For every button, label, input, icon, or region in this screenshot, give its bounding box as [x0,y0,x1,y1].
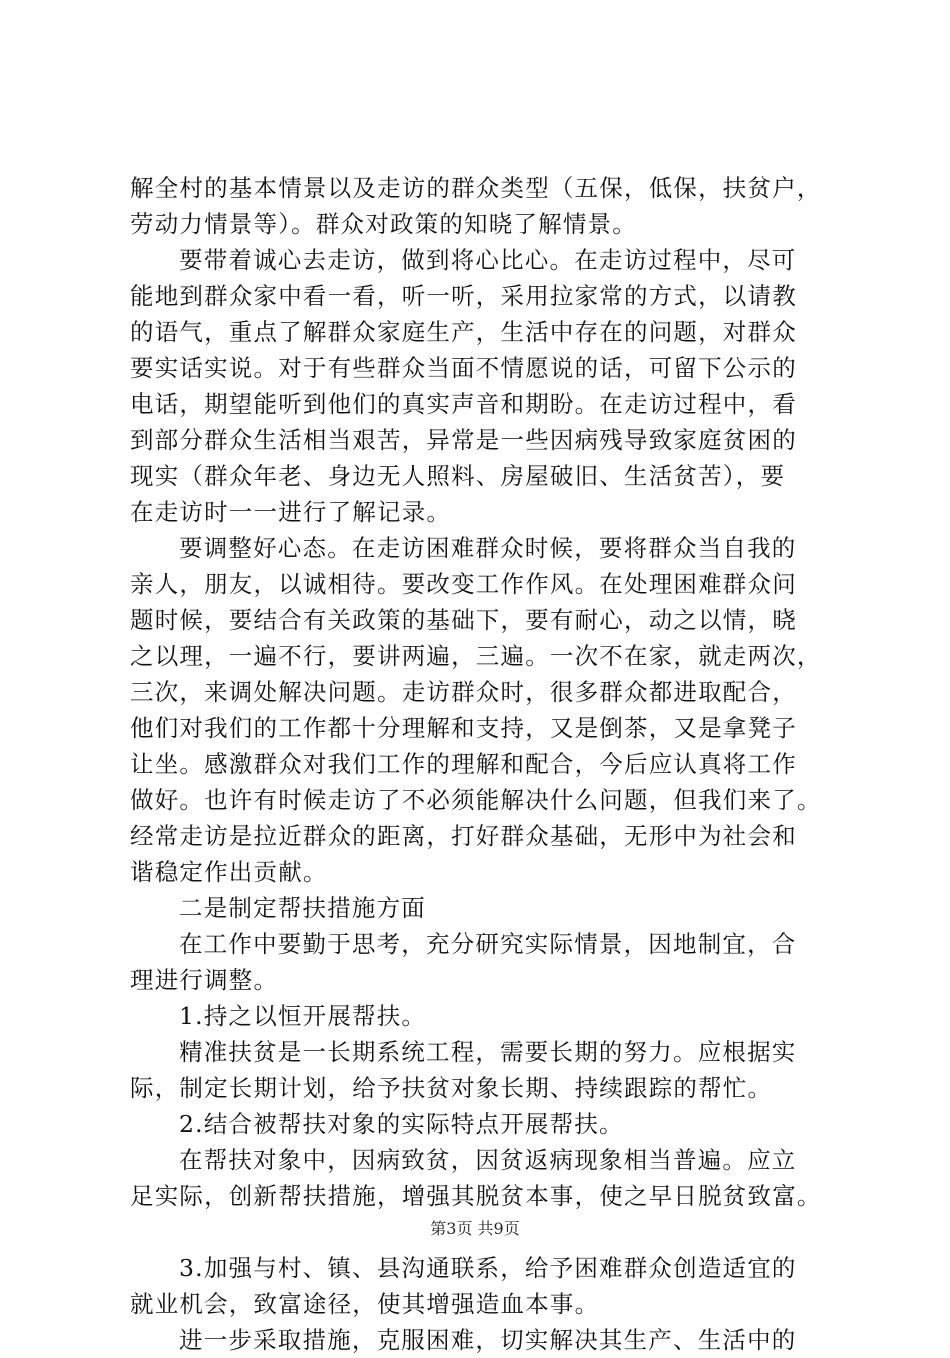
text-line: 谐稳定作出贡献。 [130,858,328,886]
numbered-item-heading: 3.加强与村、镇、县沟通联系，给予困难群众创造适宜的 [179,1254,797,1282]
document-body [130,170,850,1358]
text-line: 要带着诚心去走访，做到将心比心。在走访过程中，尽可 [179,246,797,274]
text-line: 到部分群众生活相当艰苦，异常是一些因病残导致家庭贫困的 [130,426,797,454]
text-line: 要调整好心态。在走访困难群众时候，要将群众当自我的 [179,534,797,562]
text-line: 在走访时一一进行了解记录。 [130,498,452,526]
text-line: 精准扶贫是一长期系统工程，需要长期的努力。应根据实 [179,1038,797,1066]
text-line: 三次，来调处解决问题。走访群众时，很多群众都进取配合， [130,678,797,706]
text-line: 劳动力情景等）。群众对政策的知晓了解情景。 [130,210,637,238]
text-line: 在工作中要勤于思考，充分研究实际情景，因地制宜，合 [179,930,797,958]
text-line: 他们对我们的工作都十分理解和支持，又是倒茶，又是拿凳子 [130,714,797,742]
text-line: 的语气，重点了解群众家庭生产，生活中存在的问题，对群众 [130,318,797,346]
text-line: 亲人，朋友，以诚相待。要改变工作作风。在处理困难群众问 [130,570,797,598]
text-line: 题时候，要结合有关政策的基础下，要有耐心，动之以情，晓 [130,606,797,634]
numbered-item-heading: 1.持之以恒开展帮扶。 [179,1002,427,1030]
text-line: 现实（群众年老、身边无人照料、房屋破旧、生活贫苦），要 [130,462,786,490]
text-line: 让坐。感激群众对我们工作的理解和配合，今后应认真将工作 [130,750,797,778]
text-line: 之以理，一遍不行，要讲两遍，三遍。一次不在家，就走两次， [130,642,822,670]
text-line: 际，制定长期计划，给予扶贫对象长期、持续跟踪的帮忙。 [130,1074,773,1102]
numbered-item-heading: 2.结合被帮扶对象的实际特点开展帮扶。 [179,1110,624,1138]
text-line: 做好。也许有时候走访了不必须能解决什么问题，但我们来了。 [130,786,822,814]
text-line: 能地到群众家中看一看，听一听，采用拉家常的方式，以请教 [130,282,797,310]
text-line: 就业机会，致富途径，使其增强造血本事。 [130,1290,600,1318]
text-line: 足实际，创新帮扶措施，增强其脱贫本事，使之早日脱贫致富。 [130,1182,822,1210]
text-line: 进一步采取措施，克服困难，切实解决其生产、生活中的 [179,1326,797,1354]
text-line: 理进行调整。 [130,966,279,994]
page-number-footer: 第3页 共9页 [430,1219,520,1238]
text-line: 要实话实说。对于有些群众当面不情愿说的话，可留下公示的 [130,354,797,382]
text-line: 解全村的基本情景以及走访的群众类型（五保，低保，扶贫户， [130,174,822,202]
text-line: 在帮扶对象中，因病致贫，因贫返病现象相当普遍。应立 [179,1146,797,1174]
text-line: 经常走访是拉近群众的距离，打好群众基础，无形中为社会和 [130,822,797,850]
text-line: 电话，期望能听到他们的真实声音和期盼。在走访过程中，看 [130,390,797,418]
section-heading: 二是制定帮扶措施方面 [179,894,426,922]
